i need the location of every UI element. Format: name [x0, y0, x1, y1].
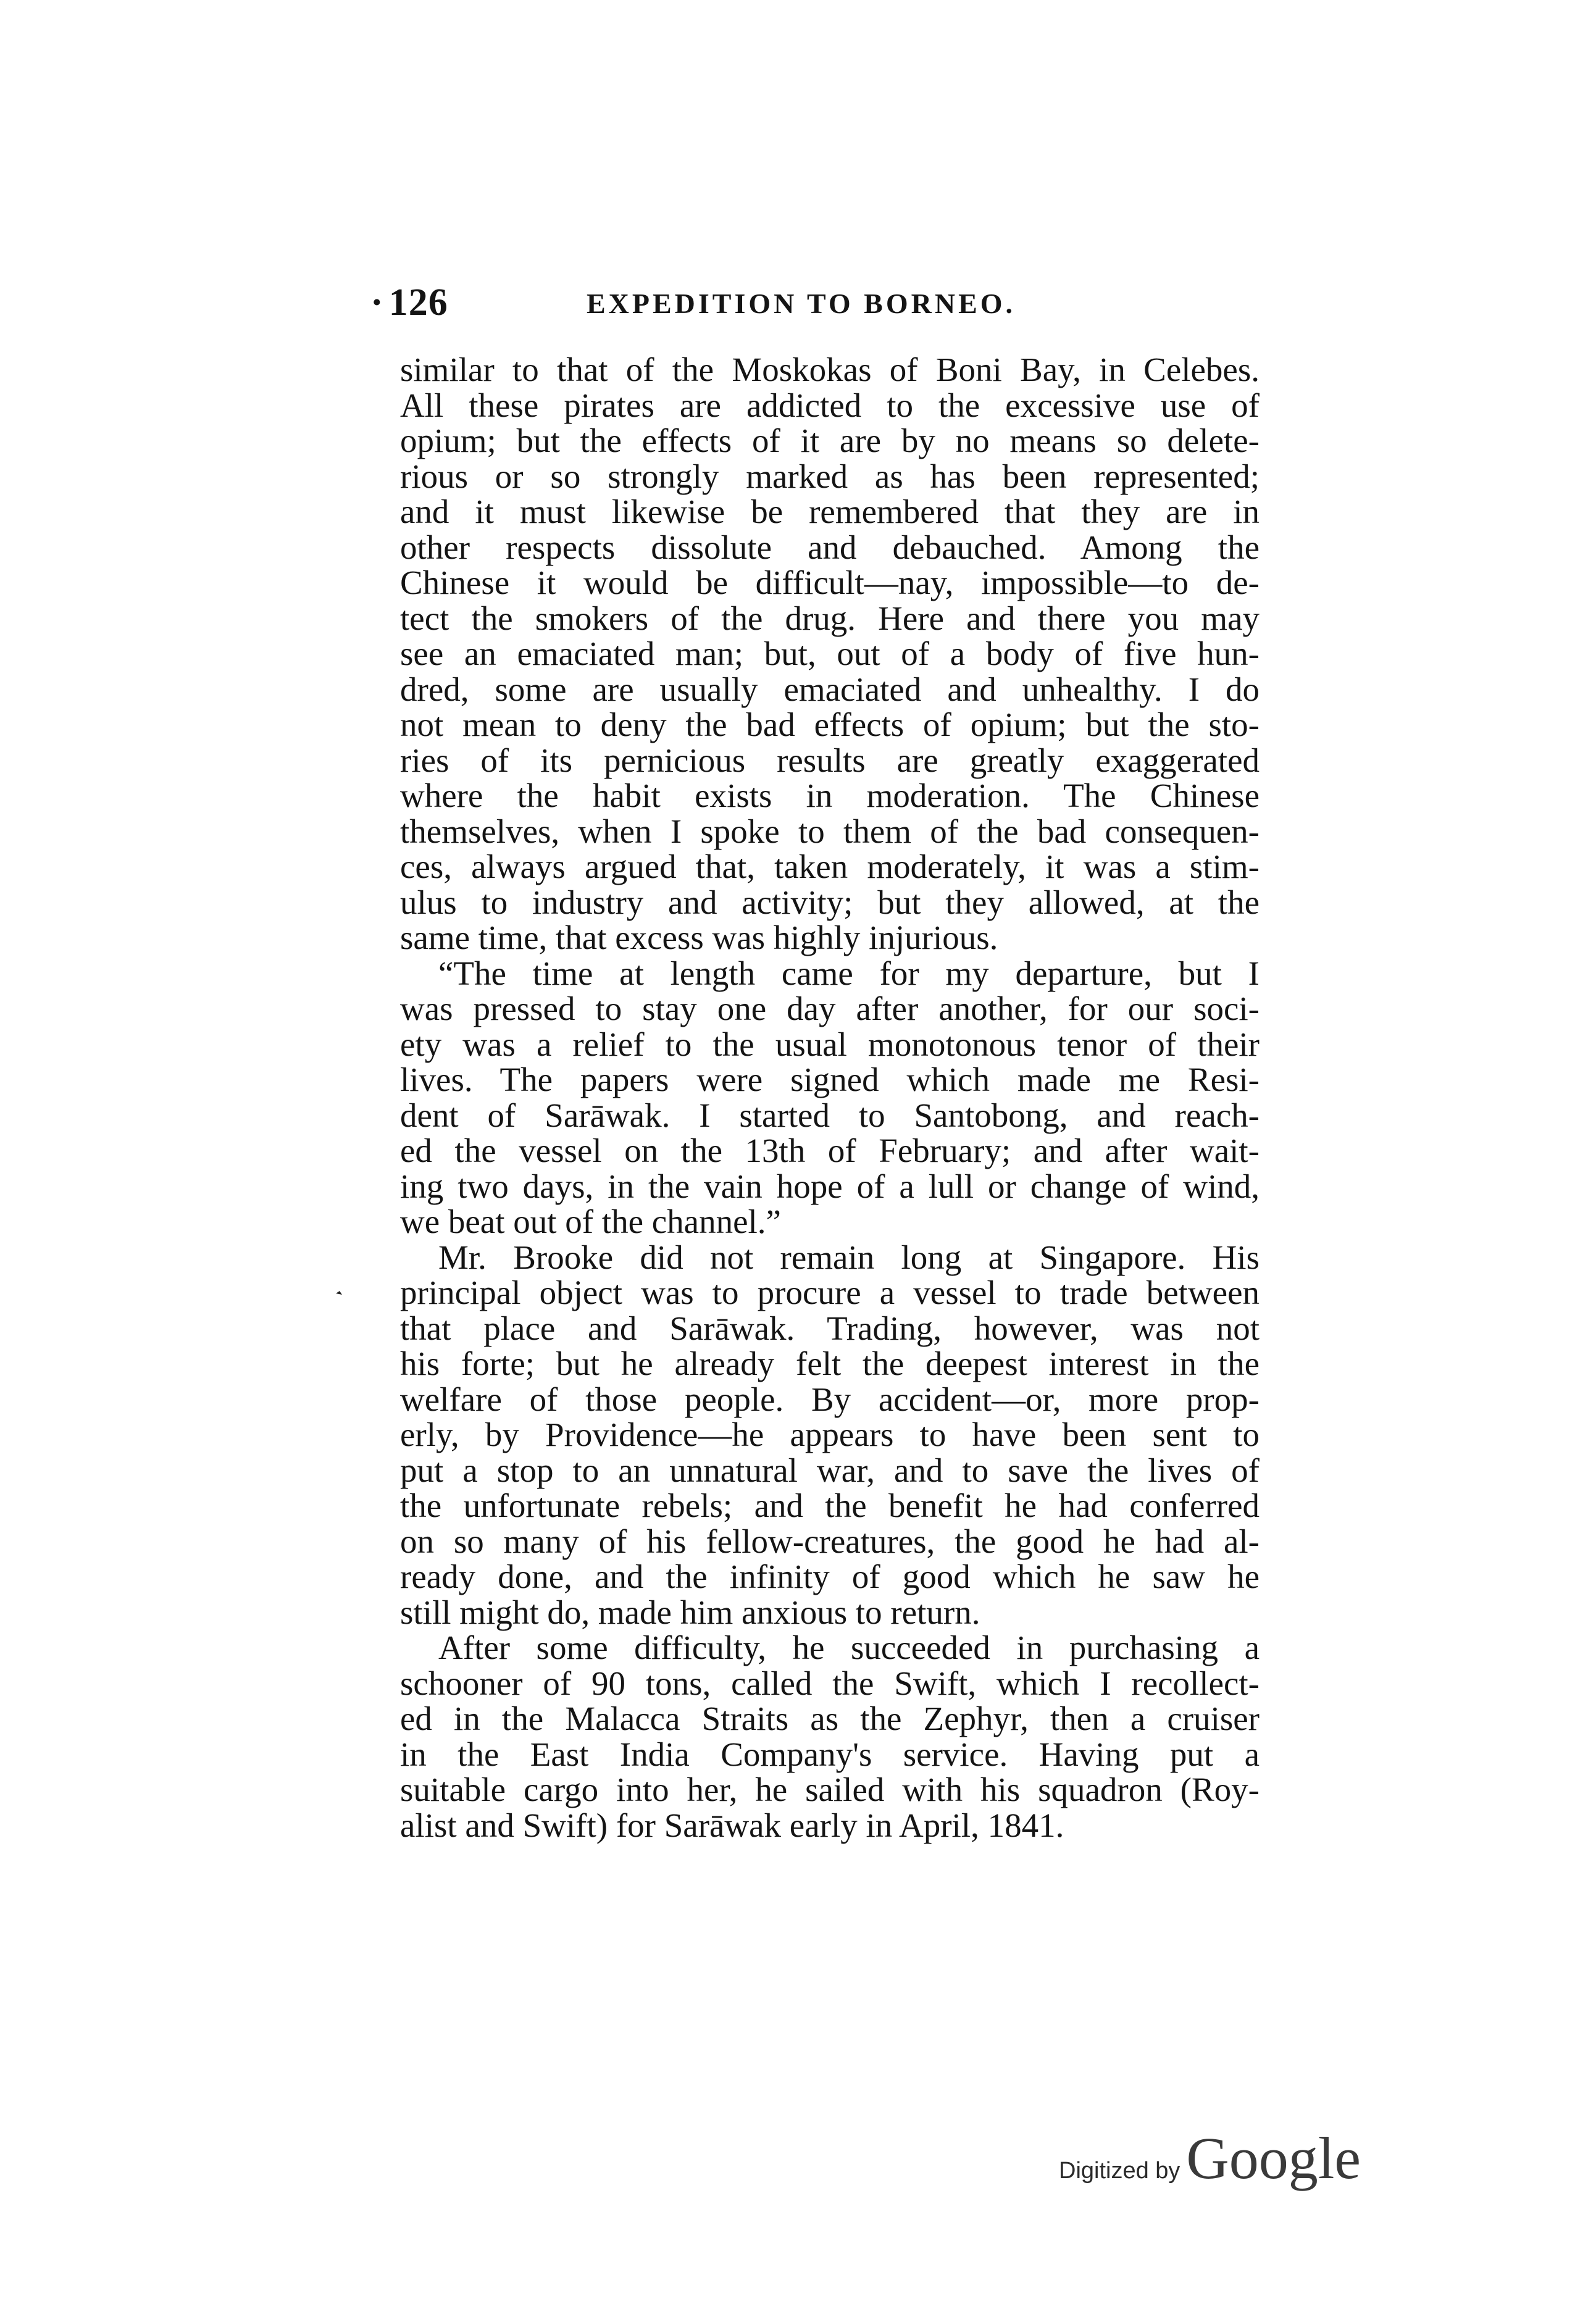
- text-line: ed the vessel on the 13th of February; and after wait-: [400, 1132, 1260, 1169]
- text-line: themselves, when I spoke to them of the bad consequen-: [400, 812, 1260, 850]
- text-line: that place and Sarāwak. Trading, however, was not: [400, 1309, 1260, 1347]
- text-line: ety was a relief to the usual monotonous tenor of their: [400, 1025, 1260, 1063]
- text-line: see an emaciated man; but, out of a body of five hun-: [400, 635, 1260, 672]
- text-line: opium; but the effects of it are by no means so delete-: [400, 422, 1260, 459]
- body-text: [400, 352, 1260, 1843]
- text-line: where the habit exists in moderation. The Chinese: [400, 777, 1260, 814]
- text-line: we beat out of the channel.”: [400, 1203, 781, 1240]
- text-line: similar to that of the Moskokas of Boni Bay, in Celebes.: [400, 351, 1260, 388]
- text-line: not mean to deny the bad effects of opium; but the sto-: [400, 706, 1260, 743]
- text-line: dred, some are usually emaciated and unhealthy. I do: [400, 670, 1260, 708]
- text-line: still might do, made him anxious to return.: [400, 1593, 980, 1631]
- page-number: [370, 281, 448, 325]
- text-line: principal object was to procure a vessel to trade between: [400, 1274, 1260, 1311]
- text-line: his forte; but he already felt the deepest interest in the: [400, 1345, 1260, 1382]
- google-logo-text: Google: [1186, 2125, 1361, 2191]
- text-line: same time, that excess was highly injurious.: [400, 919, 998, 956]
- text-line: in the East India Company's service. Having put a: [400, 1735, 1260, 1773]
- text-line: the unfortunate rebels; and the benefit he had conferred: [400, 1487, 1260, 1524]
- text-line: and it must likewise be remembered that they are in: [400, 493, 1260, 530]
- text-line: ces, always argued that, taken moderately, it was a stim-: [400, 848, 1260, 885]
- text-line: other respects dissolute and debauched. Among the: [400, 528, 1260, 566]
- text-line: lives. The papers were signed which made me Resi-: [400, 1061, 1260, 1098]
- text-line: erly, by Providence—he appears to have been sent to: [400, 1416, 1260, 1453]
- text-line: schooner of 90 tons, called the Swift, which I recollect-: [400, 1664, 1260, 1702]
- ink-speck-mark: [333, 1287, 346, 1300]
- text-line: Mr. Brooke did not remain long at Singapore. His: [438, 1238, 1260, 1276]
- text-line: ries of its pernicious results are greatly exaggerated: [400, 741, 1260, 779]
- text-line: ready done, and the infinity of good which he saw he: [400, 1558, 1260, 1595]
- text-line: was pressed to stay one day after another, for our soci-: [400, 990, 1260, 1027]
- page-number-dot: ·: [370, 282, 384, 324]
- text-line: put a stop to an unnatural war, and to save the lives of: [400, 1451, 1260, 1489]
- text-line: welfare of those people. By accident—or, more prop-: [400, 1380, 1260, 1418]
- running-head: [370, 281, 1272, 336]
- text-line: “The time at length came for my departure, but I: [438, 954, 1260, 992]
- running-title: EXPEDITION TO BORNEO.: [587, 288, 1016, 319]
- digitized-by-google-watermark: [1059, 2124, 1361, 2198]
- text-line: Chinese it would be difficult—nay, impossible—to de-: [400, 564, 1260, 601]
- text-line: ing two days, in the vain hope of a lull or change of wind,: [400, 1167, 1260, 1205]
- text-line: dent of Sarāwak. I started to Santobong, and reach-: [400, 1096, 1260, 1134]
- text-line: alist and Swift) for Sarāwak early in April, 1841.: [400, 1806, 1064, 1844]
- text-line: rious or so strongly marked as has been represented;: [400, 457, 1260, 495]
- text-line: suitable cargo into her, he sailed with his squadron (Roy-: [400, 1771, 1260, 1808]
- page-number-value: 126: [388, 282, 448, 324]
- text-line: All these pirates are addicted to the excessive use of: [400, 386, 1260, 424]
- text-line: tect the smokers of the drug. Here and there you may: [400, 599, 1260, 637]
- text-line: on so many of his fellow-creatures, the good he had al-: [400, 1522, 1260, 1560]
- text-line: ed in the Malacca Straits as the Zephyr, then a cruiser: [400, 1700, 1260, 1737]
- text-line: ulus to industry and activity; but they allowed, at the: [400, 883, 1260, 921]
- watermark-prefix: Digitized by: [1059, 2158, 1180, 2184]
- text-line: After some difficulty, he succeeded in purchasing a: [438, 1629, 1260, 1666]
